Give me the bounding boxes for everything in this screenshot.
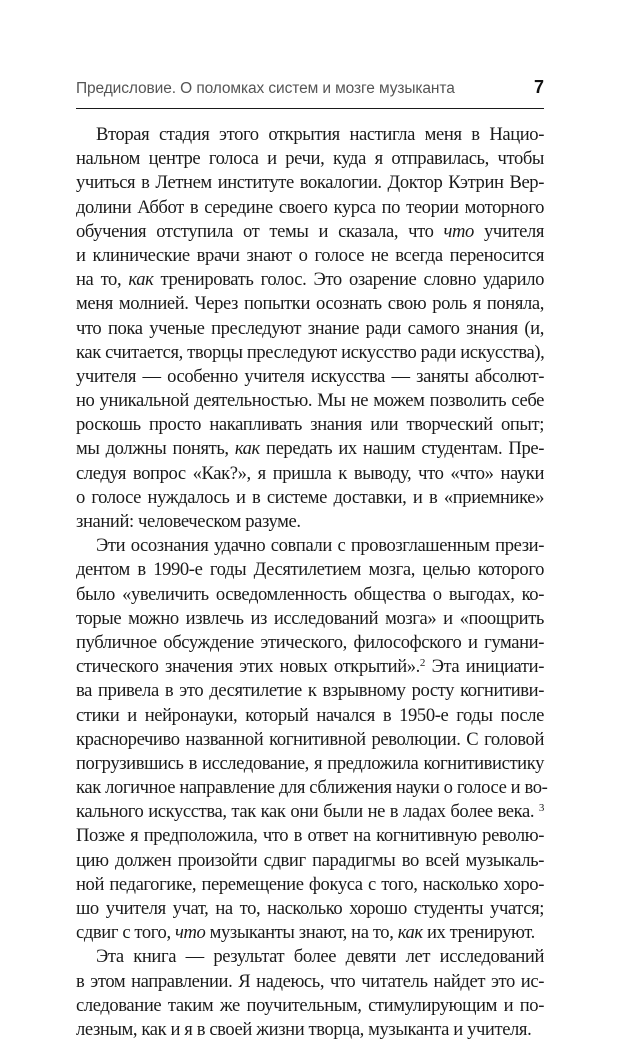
text-run: тренировать голос. Это озарение словно ударило bbox=[153, 269, 544, 291]
text-line: нальном центре голоса и речи, куда я отправилась, чтобы bbox=[76, 148, 544, 170]
footnote-ref-3[interactable]: 3 bbox=[538, 802, 544, 815]
text-run: Эта инициати- bbox=[425, 656, 544, 678]
text-run: передать их нашим студентам. Пре- bbox=[259, 438, 544, 460]
running-title: Предисловие. О поломках систем и мозге музыканта bbox=[76, 80, 455, 97]
text-run: сдвиг с того, bbox=[76, 922, 175, 944]
text-run: мы должны понять, bbox=[76, 438, 235, 460]
text-run: обучения отступила от темы и сказала, что bbox=[76, 220, 444, 242]
text-line: Вторая стадия этого открытия настигла меня в Нацио- bbox=[96, 124, 544, 145]
text-line bbox=[76, 655, 544, 679]
page-number: 7 bbox=[533, 77, 544, 97]
text-run: кального искусства, так как они были не в ладах более века. bbox=[76, 801, 539, 823]
text-line: но уникальной деятельностью. Мы не можем позволить себе bbox=[76, 390, 544, 412]
text-line: что пока ученые преследуют знание ради самого знания (и, bbox=[76, 317, 544, 339]
text-line: следование таким же поучительным, стимулирующим и по- bbox=[76, 994, 544, 1016]
text-line: как считается, творцы преследуют искусство ради искусства), bbox=[76, 341, 545, 363]
italic-word: как bbox=[234, 438, 260, 460]
text-line: цию должен произойти сдвиг парадигмы во всей музыкаль- bbox=[76, 849, 544, 871]
text-line: ва привела в это десятилетие к взрывному росту когнитиви- bbox=[76, 680, 544, 702]
text-run: стического значения этих новых открытий». bbox=[76, 656, 420, 678]
body-text bbox=[76, 123, 548, 1042]
text-line: долини Аббот в середине своего курса по теории моторного bbox=[76, 196, 544, 218]
paragraph-1 bbox=[76, 123, 544, 534]
text-line: торые можно извлечь из исследований мозга» и «поощрить bbox=[76, 607, 544, 629]
text-line bbox=[76, 220, 544, 244]
text-line: погрузившись в исследование, я предложила когнитивистику bbox=[76, 752, 544, 774]
footnote-ref-2[interactable]: 2 bbox=[419, 657, 426, 670]
text-line: следуя вопрос «Как?», я пришла к выводу, что «что» науки bbox=[76, 462, 544, 484]
text-line bbox=[76, 437, 544, 461]
text-line: в этом направлении. Я надеюсь, что читатель найдет это ис- bbox=[76, 970, 544, 992]
text-line bbox=[76, 800, 544, 824]
italic-word: что bbox=[443, 220, 474, 242]
text-line bbox=[76, 921, 544, 945]
italic-word: как bbox=[397, 922, 423, 944]
text-run: их тренируют. bbox=[422, 922, 535, 944]
running-header bbox=[76, 77, 544, 109]
text-line: Эта книга — результат более девяти лет исследований bbox=[96, 946, 544, 968]
text-run: на то, bbox=[76, 269, 129, 291]
text-line: публичное обсуждение этического, философского и гумани- bbox=[76, 631, 544, 653]
text-line: учителя — особенно учителя искусства — заняты абсолют- bbox=[76, 365, 544, 387]
text-run: учителя bbox=[473, 220, 544, 242]
text-line: шо учителя учат, на то, насколько хорошо студенты учатся; bbox=[76, 898, 544, 919]
text-line: меня молнией. Через попытки осознать свою роль я поняла, bbox=[76, 293, 544, 315]
text-line: ной педагогике, перемещение фокуса с того, насколько хоро- bbox=[76, 873, 544, 895]
text-line bbox=[76, 268, 544, 292]
italic-word: как bbox=[128, 269, 154, 291]
paragraph-2 bbox=[76, 534, 548, 945]
text-line: знаний: человеческом разуме. bbox=[76, 511, 301, 532]
text-line: учиться в Летнем институте вокалогии. Доктор Кэтрин Вер- bbox=[76, 172, 544, 194]
text-line: Позже я предположила, что в ответ на когнитивную револю- bbox=[76, 825, 544, 847]
text-line: дентом в 1990-е годы Десятилетием мозга, целью которого bbox=[76, 559, 544, 581]
text-line: стики и нейронауки, который начался в 1950-е годы после bbox=[76, 704, 544, 726]
text-line: как логичное направление для сближения науки о голосе и во- bbox=[76, 777, 548, 799]
text-line: красноречиво названной когнитивной революции. С головой bbox=[76, 728, 544, 750]
italic-word: что bbox=[174, 922, 206, 944]
text-line: Эти осознания удачно совпали с провозглашенным прези- bbox=[96, 535, 544, 557]
text-line: и клинические врачи знают о голосе не всегда переносится bbox=[76, 244, 544, 266]
text-line: лезным, как и я в своей жизни творца, музыканта и учителя. bbox=[76, 1018, 532, 1040]
text-line: было «увеличить осведомленность общества о выгодах, ко- bbox=[76, 583, 544, 605]
text-line: о голосе нуждалось и в системе доставки, и в «приемнике» bbox=[76, 486, 544, 508]
paragraph-3 bbox=[76, 945, 544, 1042]
text-line: роскошь просто накапливать знания или творческий опыт; bbox=[76, 414, 544, 436]
text-run: музыканты знают, на то, bbox=[205, 922, 398, 944]
